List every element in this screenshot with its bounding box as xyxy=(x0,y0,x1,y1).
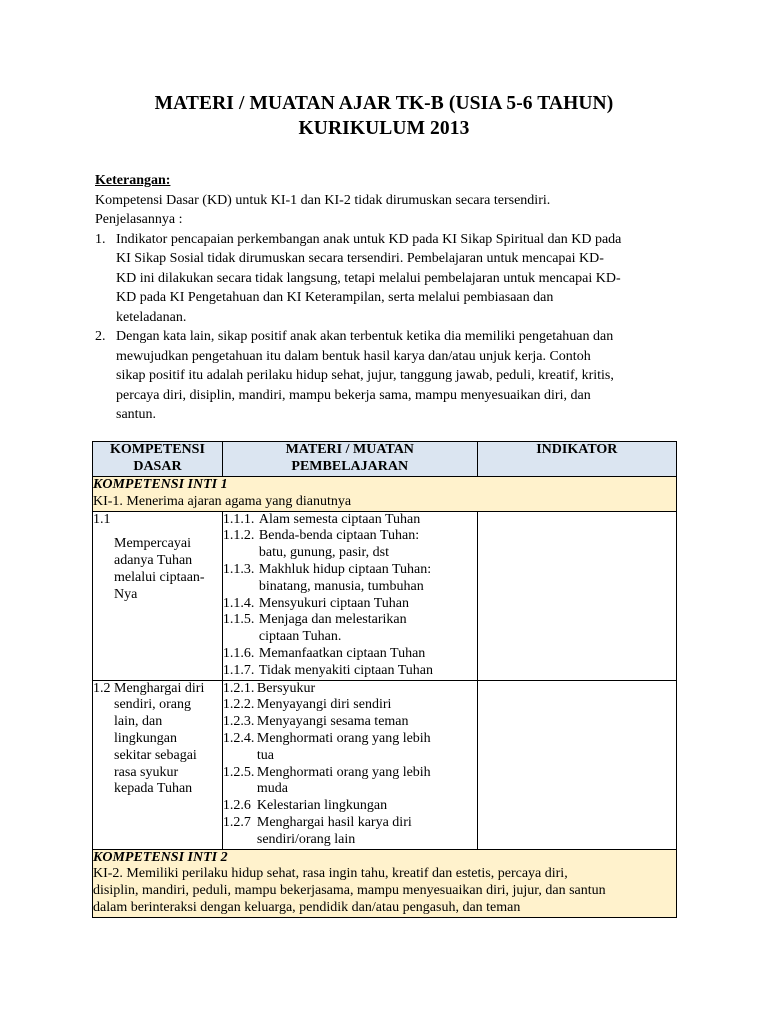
materi-item xyxy=(223,731,477,765)
materi-number: 1.2.3. xyxy=(222,714,255,730)
materi-line: Benda-benda ciptaan Tuhan: xyxy=(258,528,420,544)
materi-item xyxy=(223,681,477,698)
materi-item xyxy=(223,562,477,596)
materi-item xyxy=(223,697,477,714)
table-row xyxy=(93,680,677,849)
document-title xyxy=(0,91,768,141)
materi-item xyxy=(223,646,477,663)
notes-item-number: 2. xyxy=(95,329,106,344)
materi-item xyxy=(223,596,477,613)
materi-number: 1.1.4. xyxy=(222,595,255,611)
header-kompetensi-dasar xyxy=(93,442,223,477)
notes-intro: Kompetensi Dasar (KD) untuk KI-1 dan KI-2 tidak dirumuskan secara tersendiri. xyxy=(95,192,551,208)
materi-number: 1.1.5. xyxy=(222,612,255,628)
materi-line: Mensyukuri ciptaan Tuhan xyxy=(258,595,409,611)
materi-number: 1.2.4. xyxy=(222,730,255,746)
kd-number: 1.1 xyxy=(93,511,111,527)
header-text: MATERI / MUATAN xyxy=(285,442,414,457)
kd-line: lain, dan xyxy=(114,714,163,730)
notes-item-line: KD ini dilakukan secara tidak langsung, tetapi melalui pembelajaran untuk mencapai KD- xyxy=(116,270,621,286)
notes-list xyxy=(95,230,685,425)
kd-line: sekitar sebagai xyxy=(114,747,197,763)
materi-line: Kelestarian lingkungan xyxy=(256,798,388,814)
title-line-1: MATERI / MUATAN AJAR TK-B (USIA 5-6 TAHUN) xyxy=(154,93,614,114)
notes-explain: Penjelasannya : xyxy=(95,212,183,227)
materi-line: Menjaga dan melestarikan xyxy=(258,612,407,628)
header-indikator xyxy=(477,442,676,477)
notes-section xyxy=(95,171,685,425)
ki2-line: KI-2. Memiliki perilaku hidup sehat, rasa ingin tahu, kreatif dan estetis, percaya diri, xyxy=(93,866,568,882)
materi-line: batu, gunung, pasir, dst xyxy=(258,545,389,561)
materi-number: 1.1.2. xyxy=(222,528,255,544)
materi-line: Menghormati orang yang lebih xyxy=(256,764,431,780)
notes-heading: Keterangan: xyxy=(95,173,171,188)
materi-line: tua xyxy=(256,747,274,763)
materi-number: 1.2.1. xyxy=(222,680,255,696)
kd-line: Mempercayai xyxy=(114,536,191,552)
header-text: DASAR xyxy=(133,458,182,474)
materi-line: sendiri/orang lain xyxy=(256,831,356,847)
materi-number: 1.1.6. xyxy=(222,645,255,661)
ki2-cell xyxy=(93,849,677,917)
ki2-line: disiplin, mandiri, peduli, mampu bekerjasama, mampu menyesuaikan diri, jujur, dan santun xyxy=(93,883,606,899)
kd-cell-1-2 xyxy=(93,680,223,849)
materi-number: 1.2.6 xyxy=(222,798,251,814)
materi-line: ciptaan Tuhan. xyxy=(258,629,342,645)
materi-number: 1.1.1. xyxy=(222,511,255,527)
notes-item-line: mewujudkan pengetahuan itu dalam bentuk hasil karya dan/atau unjuk kerja. Contoh xyxy=(116,348,591,364)
notes-item-1 xyxy=(95,230,685,328)
materi-line: Menyayangi sesama teman xyxy=(256,714,409,730)
notes-item-2 xyxy=(95,327,685,425)
materi-line: Bersyukur xyxy=(256,680,316,696)
kd-line: rasa syukur xyxy=(114,764,179,780)
table-row xyxy=(93,511,677,680)
kd-line: kepada Tuhan xyxy=(114,781,193,797)
materi-cell-1-2 xyxy=(222,680,477,849)
ki2-line: dalam berinteraksi dengan keluarga, pendidik dan/atau pengasuh, dan teman xyxy=(93,899,521,915)
materi-line: Menghormati orang yang lebih xyxy=(256,730,431,746)
materi-line: Alam semesta ciptaan Tuhan xyxy=(258,511,421,527)
ki1-text: KI-1. Menerima ajaran agama yang dianutnya xyxy=(93,493,352,509)
materi-line: Tidak menyakiti ciptaan Tuhan xyxy=(258,662,433,678)
materi-item xyxy=(223,765,477,799)
materi-item xyxy=(223,798,477,815)
kd-line: lingkungan xyxy=(114,730,177,746)
kd-line: adanya Tuhan xyxy=(114,553,193,569)
header-text: INDIKATOR xyxy=(536,442,618,457)
kd-line: 1.2 Menghargai diri xyxy=(93,680,205,696)
header-text: KOMPETENSI xyxy=(109,442,205,457)
notes-item-line: keteladanan. xyxy=(116,309,187,325)
notes-item-line: Dengan kata lain, sikap positif anak akan terbentuk ketika dia memiliki pengetahuan dan xyxy=(116,329,614,344)
header-text: PEMBELAJARAN xyxy=(291,458,409,474)
kd-line: sendiri, orang xyxy=(114,697,191,713)
notes-item-line: percaya diri, disiplin, mandiri, mampu bekerja sama, mampu menyesuaikan diri, dan xyxy=(116,387,591,403)
materi-cell-1-1 xyxy=(222,511,477,680)
materi-number: 1.2.2. xyxy=(222,697,255,713)
notes-item-line: KI Sikap Sosial tidak dirumuskan secara tersendiri. Pembelajaran untuk mencapai KD- xyxy=(116,251,604,266)
notes-item-line: santun. xyxy=(116,407,157,422)
indikator-cell-1-2 xyxy=(477,680,676,849)
notes-item-number: 1. xyxy=(95,231,106,247)
notes-item-line: Indikator pencapaian perkembangan anak untuk KD pada KI Sikap Spiritual dan KD pada xyxy=(116,231,622,247)
curriculum-table xyxy=(92,441,677,918)
kd-line: melalui ciptaan- xyxy=(114,569,205,585)
header-materi xyxy=(222,442,477,477)
materi-number: 1.2.7 xyxy=(222,814,251,830)
materi-line: Menghargai hasil karya diri xyxy=(256,814,412,830)
materi-number: 1.2.5. xyxy=(222,764,255,780)
materi-line: muda xyxy=(256,781,288,797)
materi-line: Makhluk hidup ciptaan Tuhan: xyxy=(258,561,432,577)
materi-item xyxy=(223,815,477,849)
materi-item xyxy=(223,612,477,646)
materi-item xyxy=(223,714,477,731)
materi-item xyxy=(223,512,477,529)
materi-line: binatang, manusia, tumbuhan xyxy=(258,578,424,594)
indikator-cell-1-1 xyxy=(477,511,676,680)
title-line-2: KURIKULUM 2013 xyxy=(298,118,470,139)
materi-line: Menyayangi diri sendiri xyxy=(256,697,392,713)
ki1-row xyxy=(93,477,677,512)
table-header-row xyxy=(93,442,677,477)
ki1-title: KOMPETENSI INTI 1 xyxy=(93,477,228,492)
materi-item xyxy=(223,528,477,562)
materi-number: 1.1.3. xyxy=(222,561,255,577)
ki2-title: KOMPETENSI INTI 2 xyxy=(93,849,228,865)
materi-line: Memanfaatkan ciptaan Tuhan xyxy=(258,645,426,661)
ki2-row xyxy=(93,849,677,917)
notes-item-line: KD pada KI Pengetahuan dan KI Keterampilan, serta melalui pembiasaan dan xyxy=(116,290,554,305)
materi-item xyxy=(223,663,477,680)
notes-item-line: sikap positif itu adalah perilaku hidup sehat, jujur, tanggung jawab, peduli, kreatif, kritis, xyxy=(116,368,614,383)
kd-line: Nya xyxy=(114,586,138,602)
materi-number: 1.1.7. xyxy=(222,662,255,678)
kd-cell-1-1 xyxy=(93,511,223,680)
ki1-cell xyxy=(93,477,677,512)
